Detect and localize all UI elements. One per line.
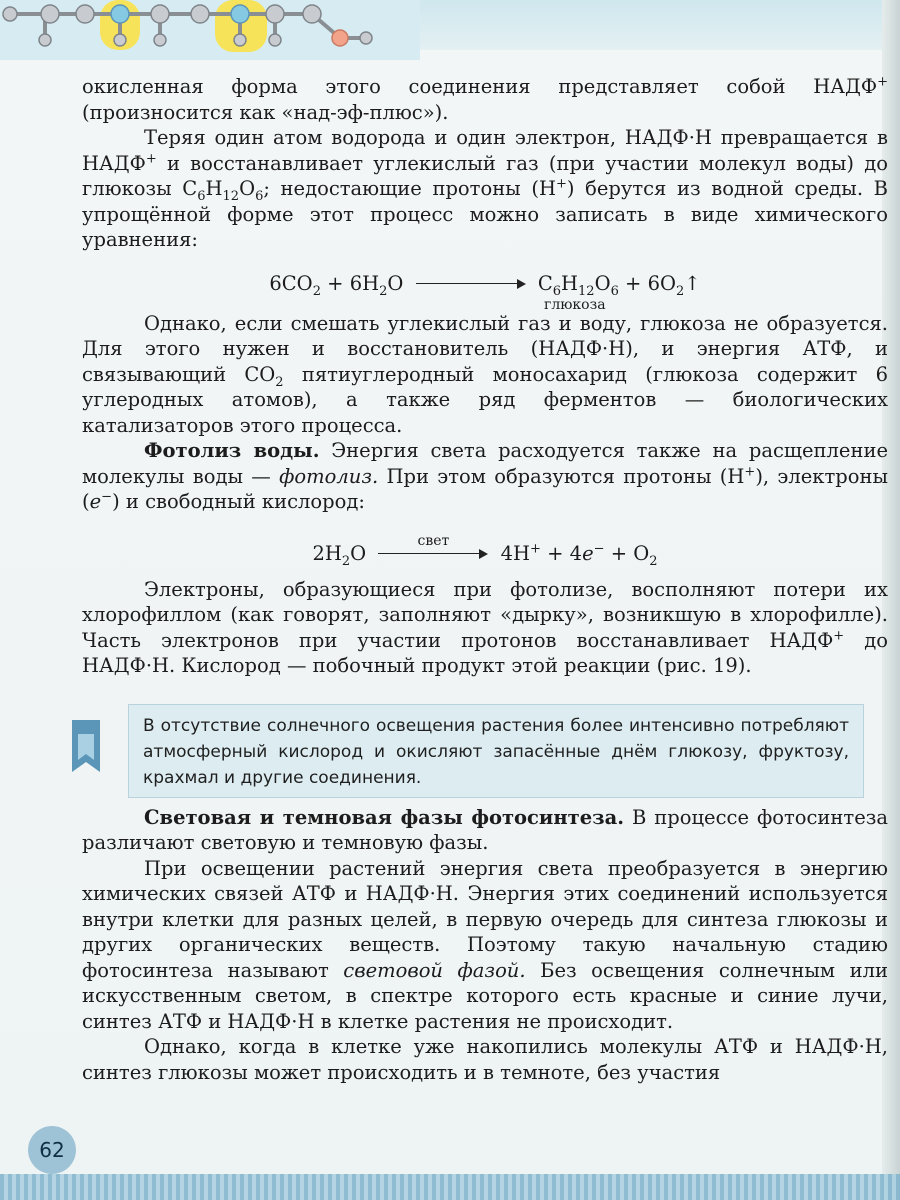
paragraph-2: Теряя один атом водорода и один электрон, НАДФ·Н превращается в НАДФ+ и восстанавливает углекислый газ (при участии молекул воды) до глюкозы $C_6H_{12}O_6$; недостающие протоны (H+) берутся из водной среды. В упрощённой форме этот процесс можно записать в виде химического уравнения: (82, 126, 888, 251)
header-band (360, 0, 900, 50)
equation-2-label: свет (417, 533, 450, 549)
page-number: 62 (28, 1126, 76, 1174)
paragraph-6 (82, 805, 888, 856)
equation-2-left: $2H_2O$ (312, 541, 367, 569)
paragraph-4-body: Энергия света расходуется также на расщепление молекулы воды — фотолиз. При этом образуются протоны (H+), электроны (e−) и свободный кислород: (82, 439, 889, 513)
footer-band (0, 1174, 900, 1200)
reaction-arrow-light-icon (378, 533, 488, 561)
equation-photosynthesis (82, 259, 888, 313)
equation-1-under: глюкоза (544, 296, 606, 313)
paragraph-6-body: В процессе фотосинтеза различают световую и темновую фазы. (82, 805, 888, 854)
equation-1-right: $C_6H_{12}O_6$ + $6O_2↑$ (537, 271, 701, 299)
paragraph-6-title: Световая и темновая фазы фотосинтеза. (144, 805, 625, 829)
paragraph-7: При освещении растений энергия света преобразуется в энергию химических связей АТФ и НАДФ·Н. Энергия этих соединений используется внутри клетки для разных целей, в первую очередь для синтеза глюкозы и других органических веществ. Поэтому такую начальную стадию фотосинтеза называют световой фазой. Без освещения солнечным или искусственным светом, в спектре которого есть красные и синие лучи, синтез АТФ и НАДФ·Н в клетке растения не происходит. (82, 856, 888, 1033)
molecule-decoration-icon (0, 0, 420, 60)
equation-1-left: $6CO_2 + 6H_2O$ (269, 271, 404, 299)
paragraph-4 (82, 438, 888, 515)
equation-2-right: $4H^+ + 4e^- + O_2$ (500, 541, 658, 569)
paragraph-8: Однако, когда в клетке уже накопились молекулы АТФ и НАДФ·Н, синтез глюкозы может происходить и в темноте, без участия (82, 1035, 888, 1084)
paragraph-4-title: Фотолиз воды. (144, 439, 320, 462)
main-text (82, 74, 888, 1085)
equation-photolysis (82, 529, 888, 575)
paragraph-3: Однако, если смешать углекислый газ и воду, глюкоза не образуется. Для этого нужен и восстановитель (НАДФ·Н), и энергия АТФ, и связывающий $CO_2$ пятиуглеродный моносахарид (глюкоза содержит 6 углеродных атомов), а также ряд ферментов — биологических катализаторов этого процесса. (82, 311, 889, 437)
reaction-arrow-icon (416, 277, 526, 291)
note-box: В отсутствие солнечного освещения растения более интенсивно потребляют атмосферный кислород и окисляют запасённые днём глюкозу, фруктозу, крахмал и другие соединения. (128, 704, 864, 798)
paragraph-5: Электроны, образующиеся при фотолизе, восполняют потери их хлорофиллом (как говорят, заполняют «дырку», возникшую в хлорофилле). Часть электронов при участии протонов восстанавливает НАДФ+ до НАДФ·Н. Кислород — побочный продукт этой реакции (рис. 19). (82, 577, 888, 677)
note-bookmark-icon (66, 720, 106, 780)
paragraph-1: окисленная форма этого соединения представляет собой НАДФ+ (произносится как «над-эф-плюс»). (82, 74, 888, 124)
